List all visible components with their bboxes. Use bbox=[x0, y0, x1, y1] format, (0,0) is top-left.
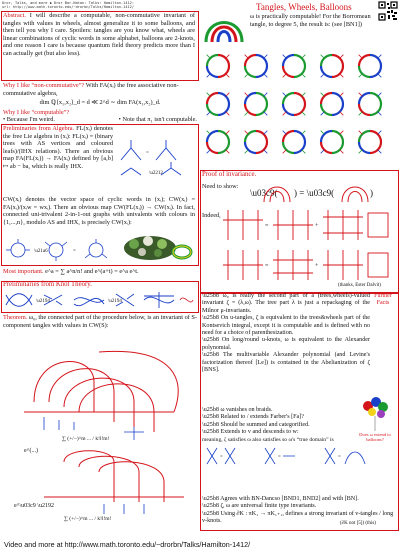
wheel-0 bbox=[207, 55, 230, 78]
further-facts-list bbox=[202, 293, 370, 374]
proof-omega-equation bbox=[250, 178, 395, 206]
fact-8: \u25b8 Agrees with BN-Dancso [BND1, BND2] and with [BN]. bbox=[202, 496, 359, 502]
bullet-pi1: • Note that π₁ isn't computable. bbox=[118, 116, 197, 124]
fact-5: \u25b8 Related to / extends Farber's [Fa]? bbox=[202, 414, 304, 421]
balloon-caption: Does ω extend to balloons? bbox=[359, 432, 391, 442]
svg-text:\u03c9(: \u03c9( bbox=[250, 188, 278, 198]
jk-ref: (∂K not [5]) (this) bbox=[340, 521, 376, 526]
wheel-13 bbox=[321, 131, 344, 154]
fact-1: \u25b8 On u-tangles, ζ is equivalent to the trees&wheels part of the Kontsevich integral, except it is computable and is defined with no need for a choice of parenthesization. bbox=[202, 315, 371, 337]
proof-indeed: Indeed, bbox=[202, 212, 221, 219]
fact-6: \u25b8 Should be summed and categorified. bbox=[202, 421, 310, 428]
prelim-algebra-title: Preliminaries from Algebra. bbox=[3, 125, 75, 132]
why-section bbox=[3, 82, 197, 124]
fact-0-text: ω₀ is really the second part of a (trees,wheels)-valued invariant ζ = (λ,ω). The tree part λ is just a repackaging of the Milnor μ-invariants. bbox=[202, 293, 370, 314]
prelim-algebra-text2 bbox=[3, 196, 195, 226]
svg-text:=: = bbox=[265, 223, 269, 229]
fact-5-text: Related to / extends Farber's [Fa]? bbox=[220, 414, 304, 421]
fact-8-text: Agrees with BN-Dancso [BND1, BND2] and with [BN]. bbox=[220, 496, 359, 502]
wheel-9 bbox=[359, 93, 382, 116]
wheel-14 bbox=[359, 131, 382, 154]
theorem-label: Theorem. bbox=[3, 314, 28, 321]
wheel-4 bbox=[359, 55, 382, 78]
svg-text:=: = bbox=[220, 455, 223, 460]
wheel-8 bbox=[321, 93, 344, 116]
svg-text:=: = bbox=[73, 249, 76, 254]
svg-text:\u2194: \u2194 bbox=[36, 299, 50, 304]
wheel-5 bbox=[207, 93, 230, 116]
fact-4-text: ω vanishes on braids. bbox=[220, 407, 273, 413]
bn1-ref: (see [BN1]) bbox=[332, 20, 362, 28]
fact-9: \u25b8 ζ, ω are universal finite type invariants. bbox=[202, 503, 317, 510]
svg-text:+: + bbox=[315, 263, 319, 269]
fact-7: \u25b8 Extends to v and descends to w: bbox=[202, 429, 299, 436]
fact-2-text: On long/round u-knots, ω is equivalent to the Alexander polynomial. bbox=[202, 337, 370, 351]
svg-text:=: = bbox=[338, 455, 341, 460]
most-important bbox=[3, 268, 197, 276]
computable-text: ω is practically computable! For the Borromean tangle, to degree 5, the result is: bbox=[250, 13, 371, 28]
svg-text:) = \u03c9(: ) = \u03c9( bbox=[294, 188, 335, 198]
prelim-algebra-text bbox=[3, 125, 113, 171]
fact-0: \u25b8 ω₀ is really the second part of a (trees,wheels)-valued invariant ζ = (λ,ω). The tree part λ is just a repackaging of the Milnor μ-invariants. bbox=[202, 293, 370, 314]
page-title: Tangles, Wheels, Balloons bbox=[256, 2, 352, 12]
borromean-tangle-image bbox=[202, 12, 246, 46]
meaning-text: meaning, ζ satisfies ω also satisfies so ω's “true domain” is bbox=[202, 437, 334, 443]
wheel-7 bbox=[283, 93, 306, 116]
wheels-result-grid bbox=[200, 48, 398, 168]
footer-video-link[interactable]: Video and more at http://www.math.toronto.edu/~drorbn/Talks/Hamilton-1412/ bbox=[4, 540, 251, 549]
proof-title: Proof of invariance. bbox=[202, 171, 257, 178]
wheel-10 bbox=[207, 131, 230, 154]
why-nc-text: With FA(xᵢ) the free associative non-commutative algebra, bbox=[3, 82, 179, 97]
svg-text:e^\u03c9 \u2192: e^\u03c9 \u2192 bbox=[14, 503, 54, 509]
svg-text:=: = bbox=[278, 455, 281, 460]
why-computable-title: Why I like “computable”? bbox=[3, 108, 70, 116]
fact-2: \u25b8 On long/round u-knots, ω is equivalent to the Alexander polynomial. bbox=[202, 337, 370, 351]
true-domain-diagrams bbox=[205, 446, 395, 466]
theorem-sum1: ∑ (+/−)^m ... / k!l!m! bbox=[62, 436, 110, 442]
further-facts-label: Further Facts bbox=[374, 293, 392, 306]
fact-3: \u25b8 The multivariable Alexander polynomial (and Levine's factorization thereof [Le]) is contained in the Abelianization of ζ [BNS]. bbox=[202, 352, 370, 374]
fact-7-text: Extends to v and descends to w: bbox=[220, 429, 299, 436]
abstract-text: I will describe a computable, non-commutative invariant of tangles with values in wheels, almost generalize it to some balloons, and then tell you why I care. Spoilers: tangles are you know what, wheels are linear combinations of cyclic words in some alphabet, balloons are 2-knots, and one reason I care is because quantum field theory predicts more than I can actually get (but also less). bbox=[3, 12, 195, 57]
wheel-2 bbox=[283, 55, 306, 78]
why-nc-title: Why I like “non-commutative”? bbox=[3, 82, 85, 89]
abstract-label: Abstract. bbox=[3, 12, 26, 19]
qr-code-icon bbox=[378, 1, 398, 21]
tangle-procedure-diagram bbox=[4, 332, 198, 527]
header-breadcrumb bbox=[2, 1, 202, 9]
theorem bbox=[3, 314, 197, 329]
dimension-formula: dim ℚ⟨x₁,x₂⟩_d = d ≪ 2^d ∼ dim FA(x₁,x₂)_d. bbox=[39, 99, 161, 107]
theorem-text: ω₀, the connected part of the procedure below, is an invariant of S-component tangles with values in CW(S): bbox=[3, 314, 198, 329]
fact-3-text: The multivariable Alexander polynomial (and Levine's factorization thereof [Le]) is contained in the Abelianization of ζ [BNS]. bbox=[202, 352, 370, 374]
fact-4: \u25b8 ω vanishes on braids. bbox=[202, 407, 273, 413]
bullet-weird: • Because I'm weird. bbox=[3, 116, 55, 124]
further-facts-list-b bbox=[202, 407, 352, 437]
wheel-11 bbox=[245, 131, 268, 154]
fact-1-text: On u-tangles, ζ is equivalent to the trees&wheels part of the Kontsevich integral, except it is computable and is defined with no need for a choice of parenthesization. bbox=[202, 315, 371, 337]
svg-text:=: = bbox=[265, 263, 269, 269]
fact-10-text: Using ∂K : πK₁ → πK₁₊₁, defines a strong invariant of v-tangles / long v-knots. bbox=[202, 510, 394, 525]
svg-text:=: = bbox=[146, 151, 149, 156]
header-line-1: Dror, Talks, and more ◆ Dror Bar-Natan: Talks: Hamilton-1412: bbox=[2, 1, 134, 5]
svg-text:\u2194: \u2194 bbox=[108, 299, 122, 304]
theorem-sum2: ∑ (+/−)^m ... / k!l!m! bbox=[64, 516, 112, 522]
fact-6-text: Should be summed and categorified. bbox=[220, 421, 310, 428]
fact-10: \u25b8 Using ∂K : πK₁ → πK₁₊₁, defines a strong invariant of v-tangles / long v-knots. bbox=[202, 510, 394, 525]
svg-text:\u21a6: \u21a6 bbox=[34, 249, 48, 254]
balloons-knot-image bbox=[120, 232, 195, 264]
exp-formula: e^a = ∑ a^n/n! and e^(a+t) = e^a e^t. bbox=[45, 268, 139, 275]
most-important-label: Most important. bbox=[3, 268, 44, 275]
e-label: e^(...) bbox=[24, 448, 38, 454]
balloons-icon bbox=[356, 396, 394, 432]
proof-diagram-grid bbox=[218, 205, 396, 283]
top-right-text bbox=[250, 13, 378, 28]
svg-text:\u2212: \u2212 bbox=[149, 171, 163, 176]
prelim-knot-title: Preliminaries from Knot Theory. bbox=[3, 281, 92, 288]
cyclic-words-text: CW(xᵢ) denotes the vector space of cyclic words in (xᵢ); CW(xᵢ) = FA(xᵢ)/(xᵢw = wxᵢ). There an obvious map CW(FL(xᵢ)) → CW(xᵢ). In fact, connected uni-trivalent 2-in-1-out graphs with univalents with colours in {1,...,n}, modulo AS and IHX, is precisely CW(xᵢ): bbox=[3, 196, 195, 226]
prelim-algebra-text1: FL(xᵢ) denotes the free Lie algebra in (xᵢ): FL(xᵢ) = (binary trees with AS vertices and coloured leafs)/(IHX relations). There an obvious map FA(FL(xᵢ)) → FA(xᵢ) defined by [a,b] ↦ ab − ba, which is really IHX. bbox=[3, 125, 114, 170]
lie-tree-diagrams bbox=[116, 130, 196, 180]
cyclic-word-diagrams bbox=[4, 238, 114, 262]
svg-text:): ) bbox=[370, 188, 373, 198]
wheel-3 bbox=[321, 55, 344, 78]
proof-thanks: (thanks, Ester Dalvit) bbox=[338, 283, 381, 288]
wheel-12 bbox=[283, 131, 306, 154]
wheel-1 bbox=[245, 55, 268, 78]
header-url[interactable]: url: http://www.math.toronto.edu/~drorbn/Talks/Hamilton-1412/ bbox=[2, 5, 134, 10]
proof-need-to-show: Need to show: bbox=[202, 183, 239, 190]
abstract bbox=[3, 12, 195, 58]
wheel-6 bbox=[245, 93, 268, 116]
reidemeister-moves-diagrams bbox=[4, 290, 194, 310]
svg-text:+: + bbox=[315, 223, 319, 229]
fact-9-text: ζ, ω are universal finite type invariants. bbox=[220, 503, 317, 510]
